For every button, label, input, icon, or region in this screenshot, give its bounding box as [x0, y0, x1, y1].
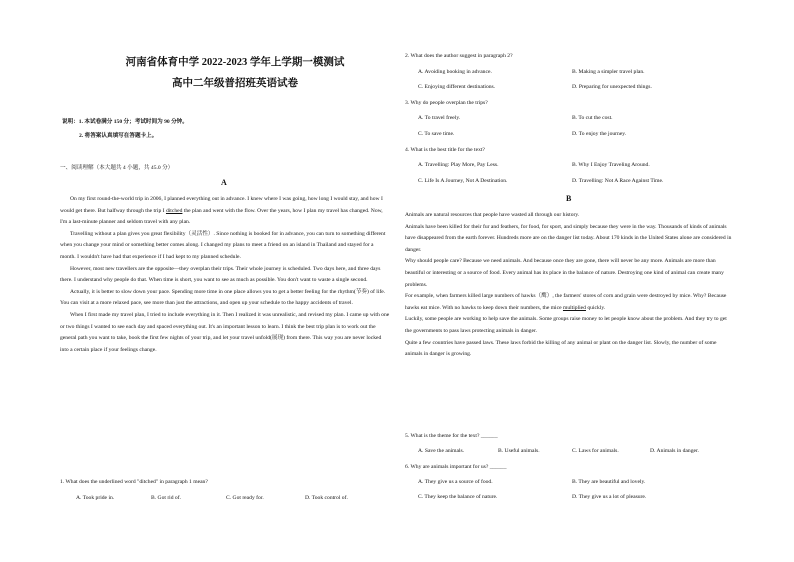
- question-1-option-d[interactable]: D. Took control of.: [305, 495, 348, 501]
- passage-b-line-2: Animals have been killed for their fur and feathers, for food, for sport, and simply because they were in the way. Thousands of kinds of animals have disappeared from the earth forever. Hundreds more are on the danger list today. About 170 kinds in the United States alone are considered in danger.: [405, 223, 732, 253]
- question-5-option-d[interactable]: D. Animals in danger.: [650, 448, 699, 454]
- passage-a-p4: Actually, it is better to slow down your pace. Spending more time in one place allows you to get a better feeling for the rhythm(节奏) of life. You can visit at a more relaxed pace, see more than just the attractions, and open up your schedule to the happy accidents of travel.: [60, 288, 386, 307]
- passage-b-line-1: Animals are natural resources that people have wasted all through our history.: [405, 212, 580, 218]
- question-6-option-b[interactable]: B. They are beautiful and lovely.: [572, 479, 646, 485]
- section-heading: 一、阅读理解（本大题共 4 小题，共 45.0 分）: [60, 165, 174, 171]
- question-3-option-c[interactable]: C. To save time.: [418, 131, 455, 137]
- underlined-word-b: multiplied: [562, 304, 586, 311]
- question-5-option-a[interactable]: A. Save the animals.: [418, 448, 465, 454]
- question-1-stem: 1. What does the underlined word "ditched" in paragraph 1 mean?: [60, 479, 208, 485]
- passage-a-p5: When I first made my travel plan, I tried to include everything in it. Then I realized it was unrealistic, and revised my plan. I came up with one or two things I wanted to see each day and spaced everything out. It's an important lesson to learn. I think the best trip plan is to work out the general path you want to take, book the first few nights of your trip, and let your travel unfold(展现) from there. This way you are never locked into a certain place if your feelings change.: [60, 311, 390, 353]
- question-4-option-d[interactable]: D. Travelling: Not A Race Against Time.: [572, 178, 664, 184]
- question-3-option-a[interactable]: A. To travel freely.: [418, 115, 461, 121]
- question-4-option-c[interactable]: C. Life Is A Journey, Not A Destination.: [418, 178, 508, 184]
- passage-a: [60, 194, 390, 356]
- passage-b-label: B: [566, 194, 572, 203]
- passage-a-p1: On my first round-the-world trip in 2006, I planned everything out in advance. I knew where I was going, how long I would stay, and how I would get there. But halfway through the trip I ditched the plan and went with the flow. Over the years, how I plan my travel has changed. Now, I'm a last-minute planner and seldom travel with any plan.: [60, 196, 383, 226]
- question-5-stem: 5. What is the theme for the text? ______: [405, 433, 498, 439]
- question-2-option-d[interactable]: D. Preparing for unexpected things.: [572, 84, 652, 90]
- instruction-1: 说明：1. 本试卷满分 150 分；考试时间为 90 分钟。: [62, 119, 188, 125]
- passage-b: [405, 210, 735, 361]
- question-4-stem: 4. What is the best title for the text?: [405, 147, 485, 153]
- question-4-option-a[interactable]: A. Travelling: Play More, Pay Less.: [418, 162, 499, 168]
- passage-a-label: A: [221, 178, 227, 187]
- question-2-option-b[interactable]: B. Making a simpler travel plan.: [572, 69, 645, 75]
- passage-a-p2: Travelling without a plan gives you great flexibility（灵活性）. Since nothing is booked for in advance, you can turn to something different when you change your mind or something better comes along. I changed my plans to meet a friend on an island in Thailand and stayed for a month. I wouldn't have had that experience if I had kept to my planned schedule.: [60, 230, 386, 260]
- question-4-option-b[interactable]: B. Why I Enjoy Traveling Around.: [572, 162, 650, 168]
- question-2-option-a[interactable]: A. Avoiding booking in advance.: [418, 69, 492, 75]
- question-6-option-c[interactable]: C. They keep the balance of nature.: [418, 494, 498, 500]
- question-1-option-c[interactable]: C. Got ready for.: [226, 495, 264, 501]
- underlined-word: ditched: [165, 207, 183, 214]
- question-3-stem: 3. Why do people overplan the trips?: [405, 100, 488, 106]
- question-3-option-b[interactable]: B. To cut the cost.: [572, 115, 613, 121]
- instruction-2: 2. 将答案认真填写在答题卡上。: [79, 133, 158, 139]
- passage-b-line-6: Quite a few countries have passed laws. These laws forbid the killing of any animal or plant on the danger list. Slowly, the number of some animals in danger is growing.: [405, 339, 717, 358]
- passage-a-p3: However, most new travellers are the opposite—they overplan their trips. Their whole journey is scheduled. Two days here, and three days there. I understand why people do that. When time is short, you want to see as much as possible. You don't want to waste a single second.: [60, 265, 381, 284]
- passage-b-line-3: Why should people care? Because we need animals. And because once they are gone, there will never be any more. Animals are more than beautiful or interesting or a source of food. Every animal has its place in the balance of nature. Destroying one kind of animal can create many problems.: [405, 258, 724, 288]
- question-5-option-c[interactable]: C. Laws for animals.: [572, 448, 619, 454]
- passage-b-line-4: For example, when farmers killed large numbers of hawks（鹰）, the farmers' stores of corn and grain were destroyed by mice. Why? Because hawks eat mice. With no hawks to keep down their numbers, the mice multiplied quickly.: [405, 293, 727, 311]
- question-1-option-a[interactable]: A. Took pride in.: [76, 495, 115, 501]
- question-2-stem: 2. What does the author suggest in paragraph 2?: [405, 53, 513, 59]
- question-3-option-d[interactable]: D. To enjoy the journey.: [572, 131, 627, 137]
- question-6-option-d[interactable]: D. They give us a lot of pleasure.: [572, 494, 647, 500]
- exam-subtitle: 高中二年级普招班英语试卷: [172, 78, 298, 89]
- passage-b-line-5: Luckily, some people are working to help save the animals. Some groups raise money to let people know about the problem. And they try to get the governments to pass laws protecting animals in danger.: [405, 316, 727, 334]
- question-6-option-a[interactable]: A. They give us a source of food.: [418, 479, 493, 485]
- exam-title: 河南省体育中学 2022-2023 学年上学期一模测试: [125, 57, 345, 68]
- question-2-option-c[interactable]: C. Enjoying different destinations.: [418, 84, 496, 90]
- question-1-option-b[interactable]: B. Got rid of.: [151, 495, 181, 501]
- question-6-stem: 6. Why are animals important for us? ______: [405, 464, 507, 470]
- question-5-option-b[interactable]: B. Useful animals.: [498, 448, 540, 454]
